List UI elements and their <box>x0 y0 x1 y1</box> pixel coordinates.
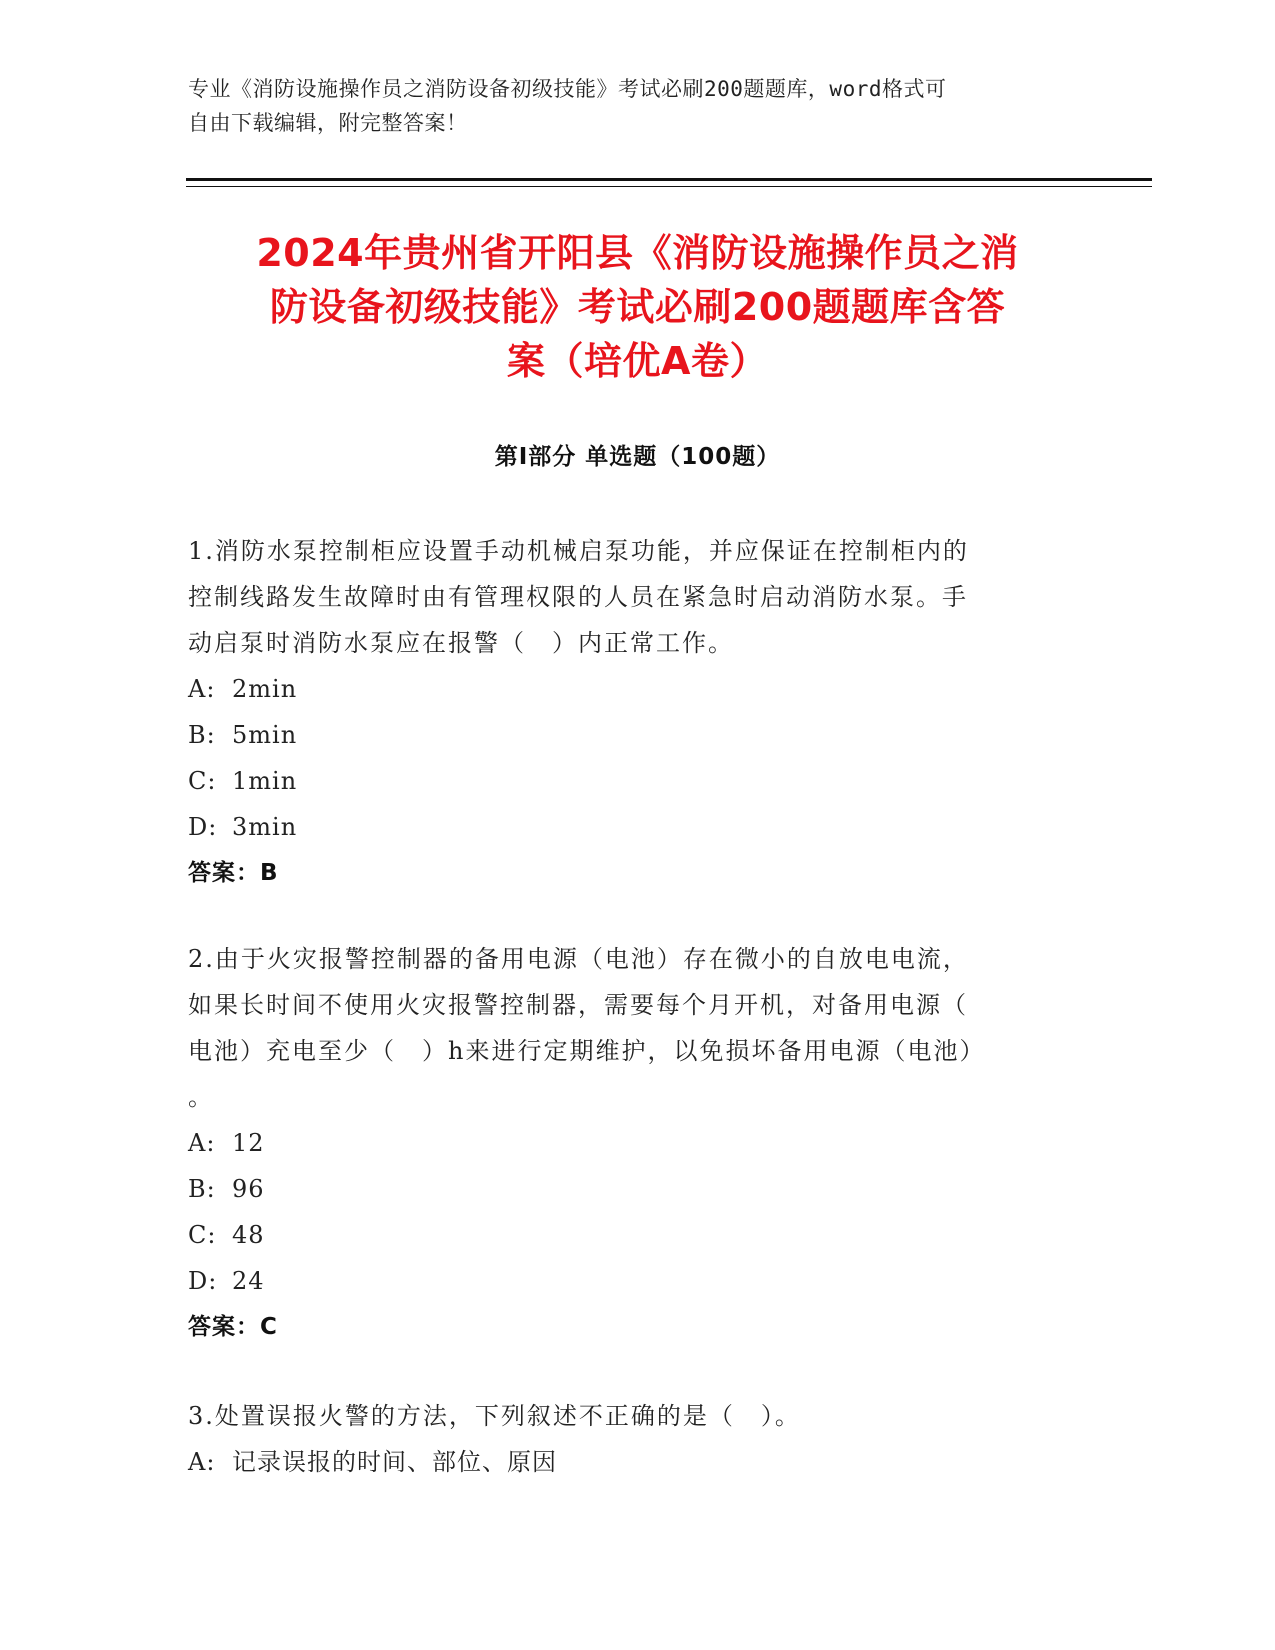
header-note-line: 专业《消防设施操作员之消防设备初级技能》考试必刷200题题库，word格式可 <box>188 77 947 101</box>
option-text: 12 <box>232 1129 265 1157</box>
option-letter: B: <box>188 721 216 749</box>
header-rule-thin <box>186 186 1152 187</box>
option-text: 24 <box>232 1267 265 1295</box>
option-letter: A: <box>188 1448 216 1476</box>
question-line: 动启泵时消防水泵应在报警（ ）内正常工作。 <box>188 629 734 657</box>
option-text: 3min <box>232 813 298 841</box>
option-d <box>188 1258 1068 1304</box>
option-letter: C: <box>188 1221 217 1249</box>
question-line: 1.消防水泵控制柜应设置手动机械启泵功能，并应保证在控制柜内的 <box>188 537 969 565</box>
option-a <box>188 666 1068 712</box>
option-text: 5min <box>232 721 298 749</box>
option-a <box>188 1439 1068 1485</box>
option-letter: A: <box>188 1129 216 1157</box>
option-d <box>188 804 1068 850</box>
answer-line: 答案：B <box>188 860 279 886</box>
question-block <box>188 528 1068 896</box>
option-c <box>188 758 1068 804</box>
title-line: 案（培优A卷） <box>507 339 768 383</box>
document-title <box>150 226 1125 388</box>
option-b <box>188 712 1068 758</box>
option-a <box>188 1120 1068 1166</box>
option-text: 2min <box>232 675 298 703</box>
question-line: 控制线路发生故障时由有管理权限的人员在紧急时启动消防水泵。手 <box>188 583 968 611</box>
header-note-line: 自由下载编辑，附完整答案！ <box>188 111 468 135</box>
option-text: 1min <box>232 767 298 795</box>
answer-line: 答案：C <box>188 1314 278 1340</box>
title-line: 防设备初级技能》考试必刷200题题库含答 <box>269 285 1006 329</box>
question-line: 。 <box>188 1083 214 1111</box>
section-heading: 第Ⅰ部分 单选题（100题） <box>494 444 781 470</box>
option-b <box>188 1166 1068 1212</box>
option-letter: D: <box>188 1267 218 1295</box>
option-text: 48 <box>232 1221 265 1249</box>
option-letter: A: <box>188 675 216 703</box>
option-letter: C: <box>188 767 217 795</box>
option-letter: D: <box>188 813 218 841</box>
header-rule-thick <box>186 178 1152 181</box>
header-note <box>188 72 1068 140</box>
option-text: 96 <box>232 1175 265 1203</box>
question-block <box>188 936 1068 1350</box>
question-block <box>188 1393 1068 1485</box>
question-line: 3.处置误报火警的方法，下列叙述不正确的是（ ）。 <box>188 1402 801 1430</box>
option-c <box>188 1212 1068 1258</box>
option-letter: B: <box>188 1175 216 1203</box>
question-line: 电池）充电至少（ ）h来进行定期维护，以免损坏备用电源（电池） <box>188 1037 986 1065</box>
title-line: 2024年贵州省开阳县《消防设施操作员之消 <box>256 231 1019 275</box>
option-text: 记录误报的时间、部位、原因 <box>232 1448 557 1476</box>
question-line: 2.由于火灾报警控制器的备用电源（电池）存在微小的自放电电流， <box>188 945 969 973</box>
question-line: 如果长时间不使用火灾报警控制器，需要每个月开机，对备用电源（ <box>188 991 968 1019</box>
